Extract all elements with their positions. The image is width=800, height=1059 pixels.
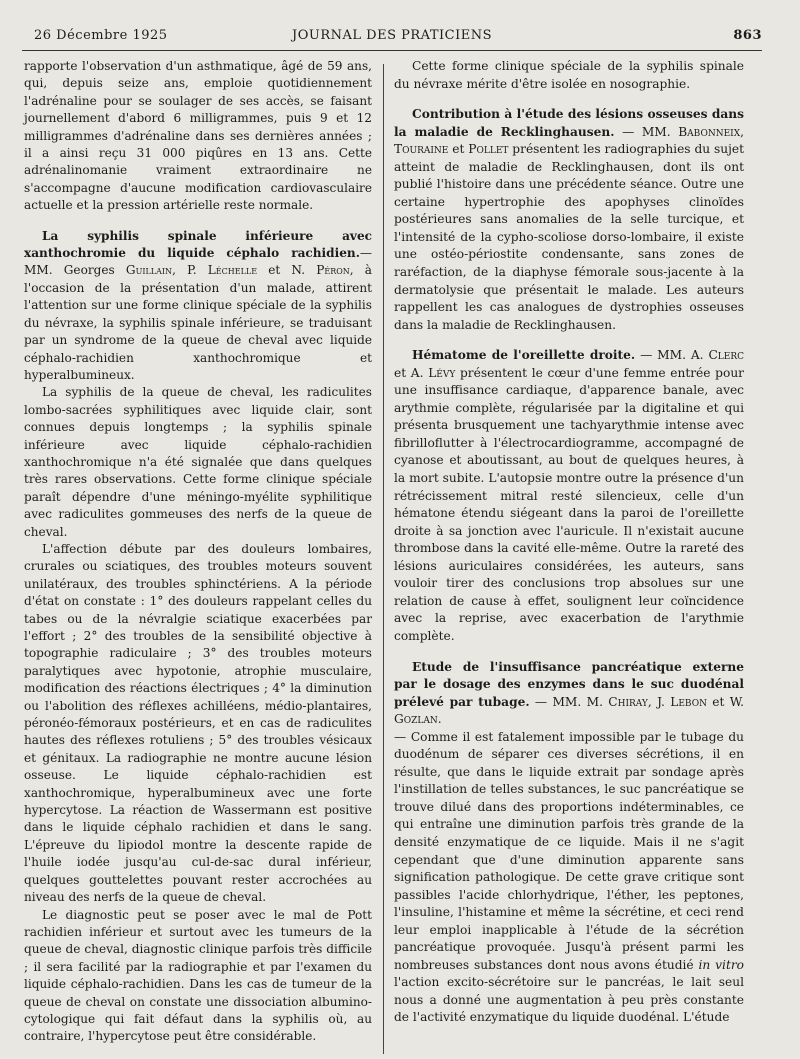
article-body-continued: l'action excito-sécrétoire sur le pancréas, le lait seul nous a donné une augmentation à peu près constante de l'activité enzymatique du liquide duodénal. L'étude [394,975,744,1025]
author-separator: , [740,124,744,139]
author-separator: et W. [706,694,744,709]
author-name: Lévy [428,365,456,380]
italic-term: in vitro [698,957,744,972]
body-paragraph: Le diagnostic peut se poser avec le mal de Pott rachidien inférieur et surtout avec les tumeurs de la queue de cheval, diagnostic clinique parfois très difficile ; il sera facilité par la radiographie et par l'examen du liquide céphalo-rachidien. Dans les cas de tumeur de la queue de cheval on constate une dissociation albumino-cytologique qui fait défaut dans la syphilis où, au contraire, l'hypercytose peut être considérable. [24,907,372,1044]
article-title: La syphilis spinale inférieure avec xanthochromie du liquide céphalo rachidien. [24,228,372,261]
author-end: . [437,712,442,727]
left-column [24,58,372,1046]
author-separator: , J. [647,694,671,709]
right-intro-paragraph: Cette forme clinique spéciale de la syphilis spinale du névraxe mérite d'être isolée en nosographie. [394,59,744,91]
author-name: Pollet [468,142,509,157]
author-name: Touraine [394,142,449,157]
article-paragraph [394,106,744,334]
author-separator: et [448,142,469,157]
article-paragraph [394,347,744,645]
author-name: Lebon [670,694,707,709]
article-body-paragraph [394,729,744,1027]
authors-prefix: — MM. A. [635,348,709,363]
article-body: — Comme il est fatalement impossible par le tubage du duodénum de séparer ces diverses sécrétions, il en résulte, que dans le liquide extrait par sondage après l'instillation de telles substances, le suc pancréatique se trouve dilué dans des proportions indéterminables, ce qui entraîne une diminution parfois très grande de la densité enzymatique de ce liquide. Mais il ne s'agit cependant que d'une diminution apparente sans signification pathologique. De cette grave critique sont passibles l'acide chlorhydrique, l'éther, les peptones, l'insuline, l'histamine et même la sécrétine, et ceci rend leur emploi inapplicable à l'étude de la sécrétion pancréatique provoquée. Jusqu'à présent parmi les nombreuses substances dont nous avons étudié [394,729,744,972]
left-intro-paragraph: rapporte l'observation d'un asthmatique, âgé de 59 ans, qui, depuis seize ans, emploie quotidiennement l'adrénaline pour se soulager de ses accès, se faisant journellement d'abord 6 milligrammes, puis 9 et 12 milligrammes d'adrénaline dans ses dernières années ; il a ainsi reçu 31 000 piqûres en 13 ans. Cette adrénalinomanie vraiment extraordinaire ne s'accompagne d'aucune modification cardiovasculaire actuelle et la pression artérielle reste normale. [24,59,372,213]
article-title: Contribution à l'étude des lésions osseuses dans la maladie de Recklinghausen. [394,107,744,139]
author-separator: et A. [394,365,429,380]
running-header [22,28,762,50]
article-title: Etude de l'insuffisance pancréatique externe par le dosage des enzymes dans le suc duodénal prélevé par tubage. [394,659,744,709]
authors-prefix: — MM. [614,124,679,139]
body-paragraph: La syphilis de la queue de cheval, les radiculites lombo-sacrées syphilitiques avec liquide clair, sont connues depuis longtemps ; la syphilis spinale inférieure avec liquide céphalo-rachidien xanthochromique n'a été signalée que dans quelques très rares observations. Cette forme clinique spéciale paraît dépendre d'une méningo-myélite syphilitique avec radiculites gommeuses des nerfs de la queue de cheval. [24,385,372,539]
article-pancreas [394,659,744,1027]
authors-prefix: — MM. Georges [24,246,372,278]
article-hematome [394,347,744,645]
article-lead-paragraph [24,228,372,385]
article-body: présentent les radiographies du sujet atteint de maladie de Recklinghausen, dont ils ont publié l'histoire dans une précédente séance. Outre une certaine hypertrophie des apophyses clinoïdes postérieures sans anomalies de la selle turcique, et l'intensité de la cypho-scoliose dorso-lombaire, il existe une ostéo-périostite condensante, sans zones de raréfaction, de la diaphyse fémorale sous-jacente à la dermatolysie que présentait le malade. Les auteurs rappellent les cas analogues de dystrophies osseuses dans la maladie de Recklinghausen. [394,142,744,332]
article-syphilis-spinale [24,228,372,1046]
authors-prefix: — MM. M. [529,694,609,709]
lead-text: , à l'occasion de la présentation d'un malade, attirent l'attention sur une forme clinique spéciale de la syphilis du névraxe, la syphilis spinale inférieure, se traduisant par un syndrome de la queue de cheval avec liquide céphalo-rachidien xanthochromique et hyperalbumineux. [24,263,372,382]
article-body: présentent le cœur d'une femme entrée pour une insuffisance cardiaque, d'apparence banale, avec arythmie complète, régularisée par la digitaline et qui présenta brusquement une tachyarythmie intense avec fibrilloflutter à l'électrocardiogramme, accompagné de cyanose et aboutissant, au bout de quelques heures, à la mort subite. L'autopsie montre outre la présence d'un rétrécissement mitral resté silencieux, celle d'un hématone étendu siégeant dans la paroi de l'oreillette droite à sa jonction avec l'auricule. Il n'existait aucune thrombose dans la cavité elle-même. Outre la rareté des lésions auriculaires considérées, les auteurs, sans vouloir tirer des conclusions trop absolues sur une relation de cause à effet, soulignent leur coïncidence avec la reprise, avec exacerbation de l'arythmie complète. [394,365,744,643]
header-date: 26 Décembre 1925 [34,28,168,43]
page-number: 863 [733,28,762,43]
column-rule [383,64,384,1054]
journal-title: JOURNAL DES PRATICIENS [292,28,492,43]
author-name: Babonneix [678,124,741,139]
author-name: Clerc [708,348,744,363]
author-name: Chiray [608,694,648,709]
author-separator: et N. [257,263,317,278]
article-paragraph [394,659,744,729]
author-name: Léchelle [207,263,258,278]
author-name: Péron [316,263,350,278]
author-name: Guillain [125,263,173,278]
body-paragraph: L'affection débute par des douleurs lombaires, crurales ou sciatiques, des troubles moteurs souvent unilatéraux, des troubles sphinctériens. A la période d'état on constate : 1° des douleurs rappelant celles du tabes ou de la névralgie sciatique exacerbées par l'effort ; 2° des troubles de la sensibilité objective à topographie radiculaire ; 3° des troubles moteurs paralytiques avec hypotonie, atrophie musculaire, modification des réactions électriques ; 4° la diminution ou l'abolition des réflexes achilléens, médio-plantaires, péronéo-fémoraux postérieurs, et en cas de radiculites hautes des réflexes rotuliens ; 5° des troubles vésicaux et génitaux. La radiographie ne montre aucune lésion osseuse. Le liquide céphalo-rachidien est xanthochromique, hyperalbumineux avec une forte hypercytose. La réaction de Wassermann est positive dans le liquide céphalo rachidien et dans le sang. L'épreuve du lipiodol montre la descente rapide de l'huile iodée jusqu'au cul-de-sac dural inférieur, quelques gouttelettes pouvant rester accrochées au niveau des nerfs de la queue de cheval. [24,541,372,905]
right-column [394,58,744,1027]
header-rule [22,50,762,51]
author-separator: , P. [172,263,208,278]
article-title: Hématome de l'oreillette droite. [412,348,636,363]
author-name: Gozlan [394,712,438,727]
article-recklinghausen [394,106,744,334]
